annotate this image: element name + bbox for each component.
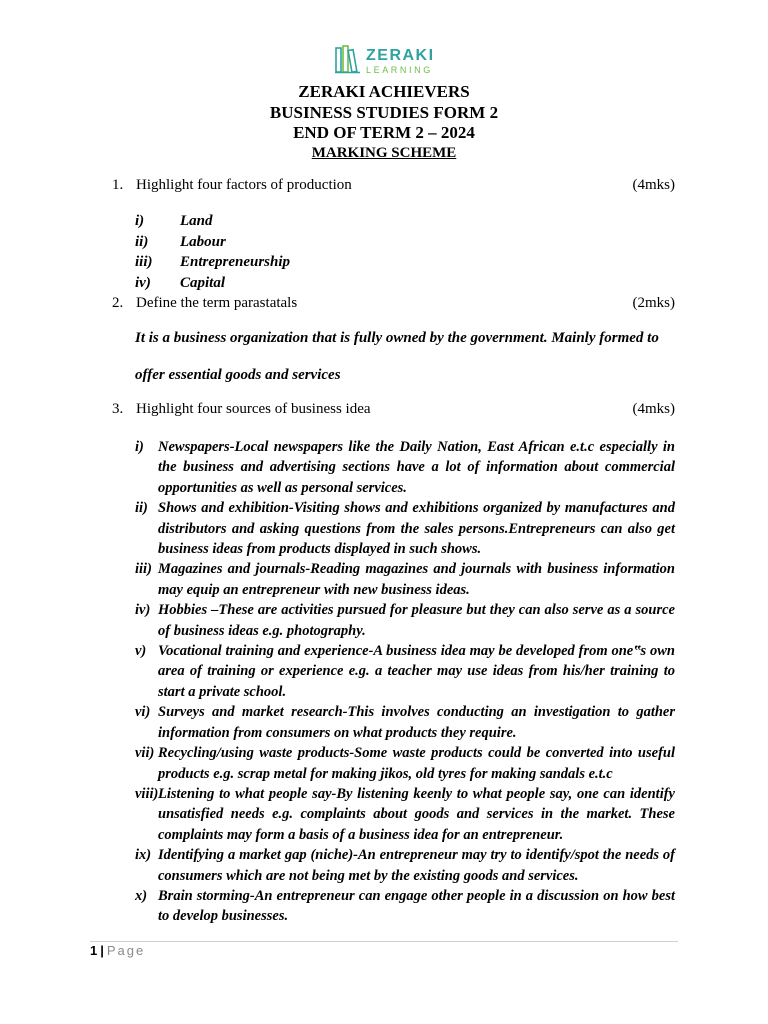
question-text: Highlight four sources of business idea bbox=[136, 401, 371, 417]
marking-scheme-title: MARKING SCHEME bbox=[311, 144, 457, 161]
answer-2-line-2: offer essential goods and services bbox=[135, 367, 341, 383]
list-item bbox=[135, 886, 675, 927]
question-3 bbox=[112, 401, 675, 418]
question-marks: (4mks) bbox=[632, 401, 675, 417]
page-footer bbox=[90, 943, 145, 958]
logo-wordmark: ZERAKI bbox=[366, 47, 435, 64]
question-marks: (4mks) bbox=[632, 177, 675, 193]
item-text: Entrepreneurship bbox=[180, 254, 291, 271]
page-number: 1 bbox=[90, 943, 98, 958]
books-icon bbox=[334, 44, 362, 79]
item-number: ii) bbox=[135, 233, 149, 250]
item-number: iii) bbox=[135, 561, 152, 578]
item-text: Vocational training and experience-A business idea may be developed from one‟s own area of training or experience e.g. a teacher may use ideas from his/her training to start a private school. bbox=[158, 643, 675, 700]
list-item bbox=[135, 641, 675, 702]
page-label: Page bbox=[106, 943, 146, 958]
list-item bbox=[135, 232, 290, 253]
question-1 bbox=[112, 177, 675, 194]
item-number: i) bbox=[135, 439, 144, 455]
question-number: 2. bbox=[112, 295, 124, 311]
answer-list-3 bbox=[135, 437, 675, 927]
item-text: Identifying a market gap (niche)-An entrepreneur may try to identify/spot the needs of consumers which are not being met by the existing goods and services. bbox=[158, 847, 675, 884]
list-item bbox=[135, 559, 675, 600]
document-header bbox=[0, 82, 768, 162]
school-title: ZERAKI ACHIEVERS bbox=[298, 82, 470, 101]
answer-list-1 bbox=[135, 211, 290, 294]
item-text: Shows and exhibition-Visiting shows and exhibitions organized by manufactures and distributors and asking questions from the sales persons.Entrepreneurs can also get business ideas from products displayed in such shows. bbox=[158, 500, 675, 558]
question-number: 1. bbox=[112, 177, 124, 193]
list-item bbox=[135, 702, 675, 743]
question-text: Highlight four factors of production bbox=[136, 177, 352, 193]
list-item bbox=[135, 273, 290, 294]
item-text: Newspapers-Local newspapers like the Daily Nation, East African e.t.c especially in the business and advertising sections have a lot of information about commercial opportunities as well as personal services. bbox=[158, 439, 675, 496]
question-2 bbox=[112, 295, 675, 312]
item-text: Land bbox=[180, 213, 213, 229]
item-text: Listening to what people say-By listening keenly to what people say, one can identify unsatisfied needs e.g. complaints about goods and services in the market. These complaints may form a basis of a business idea for an entrepreneur. bbox=[158, 785, 675, 843]
footer-separator: | bbox=[100, 943, 104, 958]
item-number: iv) bbox=[135, 275, 151, 292]
item-number: iii) bbox=[135, 254, 153, 271]
subject-title: BUSINESS STUDIES FORM 2 bbox=[269, 102, 499, 122]
question-text: Define the term parastatals bbox=[136, 295, 298, 311]
list-item bbox=[135, 784, 675, 845]
list-item bbox=[135, 211, 290, 232]
zeraki-logo bbox=[334, 44, 435, 79]
answer-2-line-1: It is a business organization that is fully owned by the government. Mainly formed to bbox=[135, 330, 659, 346]
item-number: ix) bbox=[135, 847, 152, 864]
item-text: Labour bbox=[180, 233, 226, 250]
item-text: Hobbies –These are activities pursued for pleasure but they can also serve as a source of business ideas e.g. photography. bbox=[158, 602, 675, 639]
item-number: i) bbox=[135, 213, 145, 229]
list-item bbox=[135, 600, 675, 641]
list-item bbox=[135, 498, 675, 559]
item-number: ii) bbox=[135, 500, 148, 517]
list-item bbox=[135, 845, 675, 886]
footer-divider bbox=[90, 941, 678, 942]
logo-tagline: LEARNING bbox=[366, 65, 433, 75]
item-number: viii) bbox=[135, 785, 159, 802]
question-marks: (2mks) bbox=[632, 295, 675, 311]
list-item bbox=[135, 743, 675, 784]
question-number: 3. bbox=[112, 401, 124, 417]
item-number: v) bbox=[135, 643, 147, 660]
item-number: vi) bbox=[135, 704, 151, 721]
item-text: Brain storming-An entrepreneur can engage other people in a discussion on how best to develop businesses. bbox=[158, 887, 675, 925]
item-text: Capital bbox=[180, 275, 226, 292]
item-number: iv) bbox=[135, 602, 151, 619]
item-text: Recycling/using waste products-Some waste products could be converted into useful products e.g. scrap metal for making jikos, old tyres for making sandals e.t.c bbox=[158, 745, 675, 782]
item-text: Surveys and market research-This involves conducting an investigation to gather information from consumers on what products they require. bbox=[158, 704, 675, 741]
item-number: x) bbox=[135, 887, 148, 904]
term-title: END OF TERM 2 – 2024 bbox=[293, 123, 475, 142]
list-item bbox=[135, 437, 675, 498]
item-number: vii) bbox=[135, 745, 155, 762]
list-item bbox=[135, 252, 290, 273]
item-text: Magazines and journals-Reading magazines and journals with business information may equip an entrepreneur with new business ideas. bbox=[158, 561, 675, 598]
